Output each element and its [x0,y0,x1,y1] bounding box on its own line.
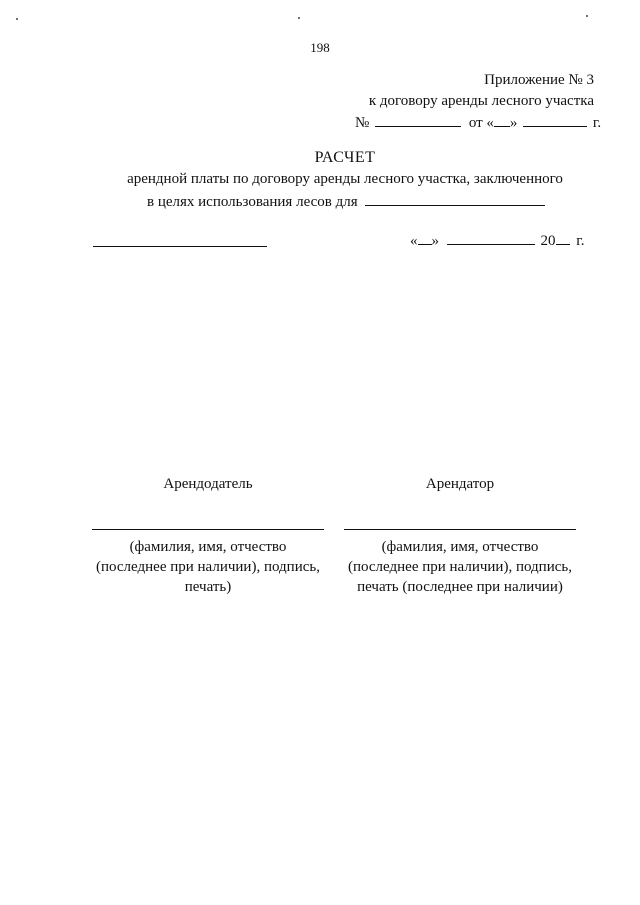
day-blank [494,112,510,127]
month-year-blank [523,112,587,127]
date-line [410,230,584,250]
date-open-quote: « [410,233,418,249]
place-blank [93,246,267,247]
document-subtitle-line-1: арендной платы по договору аренды лесного участка, заключенного [127,171,563,187]
quote-close: » [509,115,518,131]
caption-line: (последнее при наличии), подпись, [348,559,572,575]
lessor-signature-caption [88,537,328,597]
scan-speck [16,18,18,20]
date-month-blank [447,230,535,245]
contract-number-blank [375,112,461,127]
purpose-label: в целях использования лесов для [147,194,358,210]
number-sign: № [355,115,370,131]
purpose-blank [365,191,545,206]
caption-line: печать) [184,579,232,595]
date-year-blank [556,230,570,245]
lessor-label: Арендодатель [163,476,253,492]
page-number: 198 [310,40,330,55]
caption-line: (последнее при наличии), подпись, [96,559,320,575]
scan-speck [298,17,300,19]
document-subtitle-line-2 [147,191,545,211]
from-label: от « [468,115,494,131]
date-year-suffix: г. [576,233,585,249]
appendix-contract-number-line [355,112,601,132]
date-year-prefix: 20 [540,233,556,249]
scan-speck [586,15,588,17]
year-suffix: г. [592,115,602,131]
caption-line: (фамилия, имя, отчество [381,539,539,555]
appendix-contract-reference: к договору аренды лесного участка [368,93,594,109]
lessor-signature-line [92,529,324,530]
appendix-title: Приложение № 3 [484,72,594,88]
lessee-label: Арендатор [425,476,495,492]
lessee-signature-caption [340,537,580,597]
lessee-signature-line [344,529,576,530]
date-day-blank [418,230,432,245]
caption-line: (фамилия, имя, отчество [129,539,287,555]
date-close-quote: » [431,233,439,249]
document-title: РАСЧЕТ [314,149,376,166]
caption-line: печать (последнее при наличии) [357,579,563,595]
